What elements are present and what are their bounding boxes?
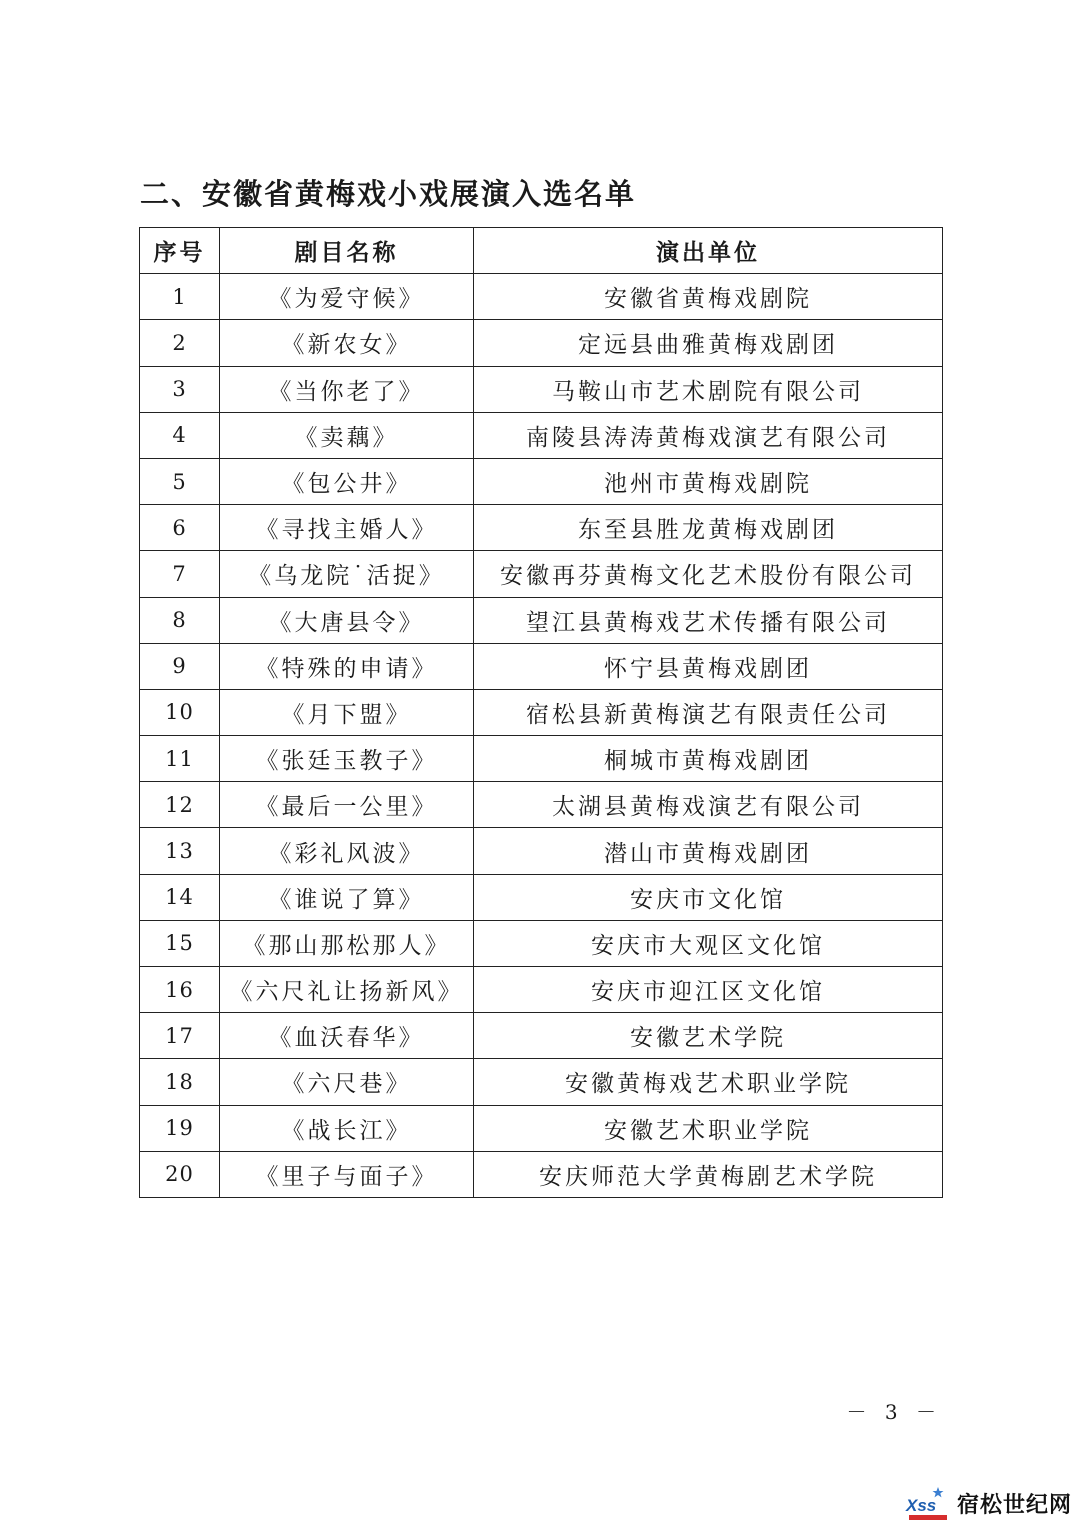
table-row bbox=[140, 505, 943, 551]
selection-table bbox=[139, 227, 943, 1198]
row-play-title: 《为爱守候》 bbox=[220, 274, 474, 320]
row-performing-unit: 东至县胜龙黄梅戏剧团 bbox=[474, 505, 943, 551]
page-number: － 3 － bbox=[846, 1400, 942, 1424]
table-row bbox=[140, 828, 943, 874]
row-play-title: 《那山那松那人》 bbox=[220, 920, 474, 966]
row-performing-unit: 马鞍山市艺术剧院有限公司 bbox=[474, 366, 943, 412]
row-play-title: 《特殊的申请》 bbox=[220, 643, 474, 689]
table-row bbox=[140, 320, 943, 366]
row-serial: 13 bbox=[140, 828, 220, 874]
row-performing-unit: 安庆市迎江区文化馆 bbox=[474, 967, 943, 1013]
table-row bbox=[140, 597, 943, 643]
row-serial: 4 bbox=[140, 412, 220, 458]
xss-logo-icon bbox=[905, 1484, 951, 1522]
row-play-title: 《月下盟》 bbox=[220, 689, 474, 735]
row-play-title: 《乌龙院˙活捉》 bbox=[220, 551, 474, 597]
row-performing-unit: 池州市黄梅戏剧院 bbox=[474, 458, 943, 504]
table-header-row bbox=[140, 228, 943, 274]
row-serial: 1 bbox=[140, 274, 220, 320]
table-row bbox=[140, 689, 943, 735]
row-serial: 12 bbox=[140, 782, 220, 828]
row-performing-unit: 安徽艺术学院 bbox=[474, 1013, 943, 1059]
row-play-title: 《六尺巷》 bbox=[220, 1059, 474, 1105]
row-performing-unit: 安徽艺术职业学院 bbox=[474, 1105, 943, 1151]
row-play-title: 《战长江》 bbox=[220, 1105, 474, 1151]
table-row bbox=[140, 274, 943, 320]
row-serial: 11 bbox=[140, 736, 220, 782]
table-row bbox=[140, 1059, 943, 1105]
svg-text:Xss: Xss bbox=[905, 1496, 937, 1515]
row-performing-unit: 安庆市大观区文化馆 bbox=[474, 920, 943, 966]
row-performing-unit: 宿松县新黄梅演艺有限责任公司 bbox=[474, 689, 943, 735]
row-serial: 6 bbox=[140, 505, 220, 551]
table-row bbox=[140, 412, 943, 458]
row-play-title: 《里子与面子》 bbox=[220, 1151, 474, 1197]
row-serial: 19 bbox=[140, 1105, 220, 1151]
site-watermark bbox=[905, 1484, 1072, 1522]
row-play-title: 《寻找主婚人》 bbox=[220, 505, 474, 551]
table-row bbox=[140, 551, 943, 597]
row-serial: 2 bbox=[140, 320, 220, 366]
watermark-site-name: 宿松世纪网 bbox=[956, 1492, 1072, 1518]
row-serial: 5 bbox=[140, 458, 220, 504]
table-row bbox=[140, 643, 943, 689]
row-play-title: 《彩礼风波》 bbox=[220, 828, 474, 874]
header-serial: 序号 bbox=[140, 228, 220, 274]
section-title: 二、安徽省黄梅戏小戏展演入选名单 bbox=[140, 177, 637, 211]
row-performing-unit: 安徽再芬黄梅文化艺术股份有限公司 bbox=[474, 551, 943, 597]
row-performing-unit: 望江县黄梅戏艺术传播有限公司 bbox=[474, 597, 943, 643]
table-row bbox=[140, 366, 943, 412]
row-play-title: 《卖藕》 bbox=[220, 412, 474, 458]
table-row bbox=[140, 458, 943, 504]
row-performing-unit: 潜山市黄梅戏剧团 bbox=[474, 828, 943, 874]
row-serial: 15 bbox=[140, 920, 220, 966]
row-performing-unit: 安徽黄梅戏艺术职业学院 bbox=[474, 1059, 943, 1105]
row-serial: 20 bbox=[140, 1151, 220, 1197]
row-performing-unit: 怀宁县黄梅戏剧团 bbox=[474, 643, 943, 689]
table-row bbox=[140, 1105, 943, 1151]
row-play-title: 《包公井》 bbox=[220, 458, 474, 504]
table-row bbox=[140, 874, 943, 920]
row-play-title: 《张廷玉教子》 bbox=[220, 736, 474, 782]
row-performing-unit: 南陵县涛涛黄梅戏演艺有限公司 bbox=[474, 412, 943, 458]
row-play-title: 《新农女》 bbox=[220, 320, 474, 366]
header-play-title: 剧目名称 bbox=[220, 228, 474, 274]
row-serial: 7 bbox=[140, 551, 220, 597]
table-row bbox=[140, 920, 943, 966]
row-play-title: 《六尺礼让扬新风》 bbox=[220, 967, 474, 1013]
row-play-title: 《血沃春华》 bbox=[220, 1013, 474, 1059]
row-performing-unit: 安徽省黄梅戏剧院 bbox=[474, 274, 943, 320]
row-play-title: 《谁说了算》 bbox=[220, 874, 474, 920]
table-row bbox=[140, 1013, 943, 1059]
header-performing-unit: 演出单位 bbox=[474, 228, 943, 274]
row-serial: 8 bbox=[140, 597, 220, 643]
row-serial: 3 bbox=[140, 366, 220, 412]
row-serial: 17 bbox=[140, 1013, 220, 1059]
table-row bbox=[140, 1151, 943, 1197]
table-row bbox=[140, 736, 943, 782]
table-row bbox=[140, 782, 943, 828]
row-performing-unit: 安庆市文化馆 bbox=[474, 874, 943, 920]
row-play-title: 《大唐县令》 bbox=[220, 597, 474, 643]
row-performing-unit: 定远县曲雅黄梅戏剧团 bbox=[474, 320, 943, 366]
row-serial: 10 bbox=[140, 689, 220, 735]
row-performing-unit: 太湖县黄梅戏演艺有限公司 bbox=[474, 782, 943, 828]
row-serial: 9 bbox=[140, 643, 220, 689]
row-serial: 16 bbox=[140, 967, 220, 1013]
table-row bbox=[140, 967, 943, 1013]
row-play-title: 《最后一公里》 bbox=[220, 782, 474, 828]
row-performing-unit: 安庆师范大学黄梅剧艺术学院 bbox=[474, 1151, 943, 1197]
row-serial: 14 bbox=[140, 874, 220, 920]
row-performing-unit: 桐城市黄梅戏剧团 bbox=[474, 736, 943, 782]
row-serial: 18 bbox=[140, 1059, 220, 1105]
row-play-title: 《当你老了》 bbox=[220, 366, 474, 412]
